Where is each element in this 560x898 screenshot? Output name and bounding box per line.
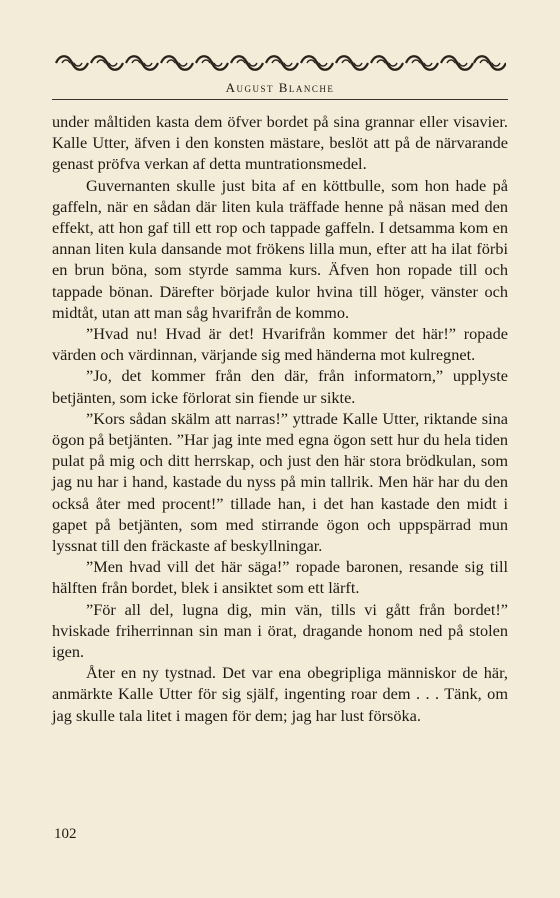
ornamental-border — [54, 52, 506, 74]
paragraph: ”Kors sådan skälm att narras!” yttrade Kalle Utter, riktande sina ögon på betjänten. ”Har jag inte med egna ögon sett hur du hela tiden pulat på mig och ditt herrskap, och just den här stora brödkulan, som jag nu har i hand, kastade du nyss på min tallrik. Men här har du den också åter med procent!” tillade han, i det han kastade den midt i gapet på betjänten, som med stirrande ögon och uppspärrad mun lyssnat till den fräckaste af beskyllningar. — [52, 408, 508, 556]
paragraph: ”Hvad nu! Hvad är det! Hvarifrån kommer det här!” ropade värden och värdinnan, värjande sig med händerna mot kulregnet. — [52, 324, 508, 365]
paragraph: ”För all del, lugna dig, min vän, tills vi gått från bordet!” hviskade friherrinnan sin man i örat, dragande honom ned på stolen igen. — [52, 599, 508, 662]
header-rule — [52, 99, 508, 100]
paragraph: ”Jo, det kommer från den där, från informatorn,” upplyste betjänten, som icke förlorat sin fiende ur sikte. — [52, 366, 508, 407]
paragraph: Guvernanten skulle just bita af en köttbulle, som hon hade på gaffeln, när en sådan där liten kula träffade henne på näsan med den effekt, att hon gaf till ett rop och tappade gaffeln. I detsamma kom en annan liten kula dansande mot frökens lilla mun, efter att ha ilat förbi en brun böna, som styrde samma kurs. Äfven hon ropade till och tappade bönan. Därefter började kulor hvina till höger, vänster och midtåt, utan att man såg hvarifrån de kommo. — [52, 175, 508, 322]
body-text — [52, 111, 508, 726]
paragraph: under måltiden kasta dem öfver bordet på sina grannar eller visavier. Kalle Utter, äfven i den konsten mästare, beslöt att på de närvarande genast pröfva verkan af detta muntrationsmedel. — [52, 112, 508, 174]
page-number: 102 — [54, 826, 77, 842]
paragraph: ”Men hvad vill det här säga!” ropade baronen, resande sig till hälften från bordet, blek i ansiktet som ett lärft. — [52, 557, 508, 598]
paragraph: Åter en ny tystnad. Det var ena obegripliga människor de här, anmärkte Kalle Utter för sig själf, ingenting roar dem . . . Tänk, om jag skulle tala litet i magen för dem; jag har lust försöka. — [52, 663, 508, 725]
running-head: August Blanche — [225, 80, 335, 95]
